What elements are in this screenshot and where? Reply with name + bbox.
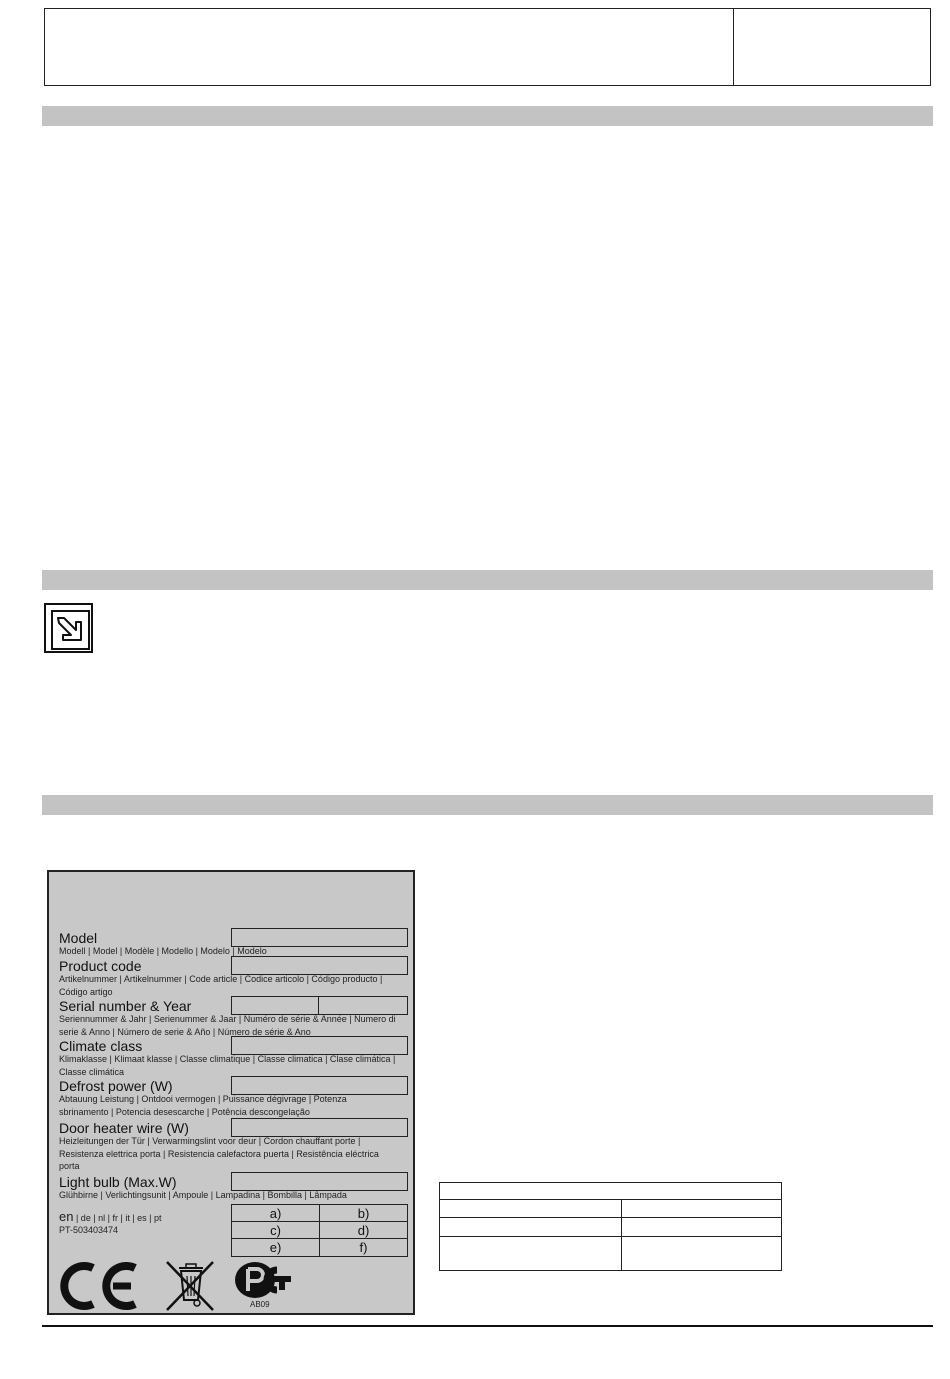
defrost-sub: Abtauung Leistung | Ontdooi vermogen | Puissance dégivrage | Potenza sbrinamento | Potencia desescarche | Potência descongelação — [59, 1094, 347, 1117]
serial-sub: Seriennummer & Jahr | Serienummer & Jaar | Numéro de série & Année | Numero di serie & Anno | Número de serie & Año | Número de série & Ano — [59, 1014, 396, 1037]
door-heater-sub: Heizleitungen der Tür | Verwarmingslint voor deur | Cordon chauffant porte | Resistenza elettrica porta | Resistencia calefactora puerta | Resistência eléctrica porta — [59, 1136, 379, 1171]
pct-code: AB09 — [250, 1300, 270, 1309]
door-heater-label: Door heater wire (W) — [59, 1120, 189, 1136]
grid-cell-f: f) — [359, 1240, 368, 1255]
climate-sub: Klimaklasse | Klimaat klasse | Classe climatique | Classe climatica | Clase climática | Classe climática — [59, 1054, 396, 1077]
serial-label: Serial number & Year — [59, 998, 192, 1014]
light-bulb-label: Light bulb (Max.W) — [59, 1174, 177, 1190]
header-box — [44, 8, 931, 86]
value-grid — [231, 1204, 408, 1257]
climate-label: Climate class — [59, 1038, 143, 1054]
product-code-label: Product code — [59, 958, 142, 974]
model-label: Model — [59, 930, 98, 946]
light-bulb-sub: Glühbirne | Verlichtingsunit | Ampoule | Lampadina | Bombilla | Lâmpada — [59, 1190, 347, 1200]
arrow-down-right-icon — [44, 603, 93, 653]
section-bar-2 — [42, 570, 933, 590]
grid-cell-b: b) — [357, 1206, 370, 1221]
data-table — [439, 1182, 782, 1271]
language-primary: en — [59, 1209, 74, 1224]
pct-mark-icon — [233, 1260, 293, 1300]
part-code: PT-503403474 — [59, 1225, 119, 1235]
grid-cell-a: a) — [269, 1206, 282, 1221]
weee-bin-icon — [159, 1258, 221, 1314]
rating-plate — [47, 870, 415, 1315]
grid-cell-c: c) — [270, 1223, 281, 1238]
ce-mark-icon — [57, 1260, 141, 1312]
grid-cell-d: d) — [357, 1223, 370, 1238]
language-codes — [59, 1209, 162, 1224]
header-divider — [733, 8, 734, 86]
model-sub: Modell | Model | Modèle | Modello | Modelo | Modelo — [59, 946, 267, 956]
section-bar-1 — [42, 106, 933, 126]
grid-cell-e: e) — [269, 1240, 282, 1255]
defrost-label: Defrost power (W) — [59, 1078, 173, 1094]
footer-rule — [42, 1325, 933, 1327]
language-rest: | de | nl | fr | it | es | pt — [73, 1213, 162, 1223]
section-bar-3 — [42, 795, 933, 815]
product-code-sub: Artikelnummer | Artikelnummer | Code article | Codice articolo | Código producto | Código artigo — [59, 974, 383, 997]
